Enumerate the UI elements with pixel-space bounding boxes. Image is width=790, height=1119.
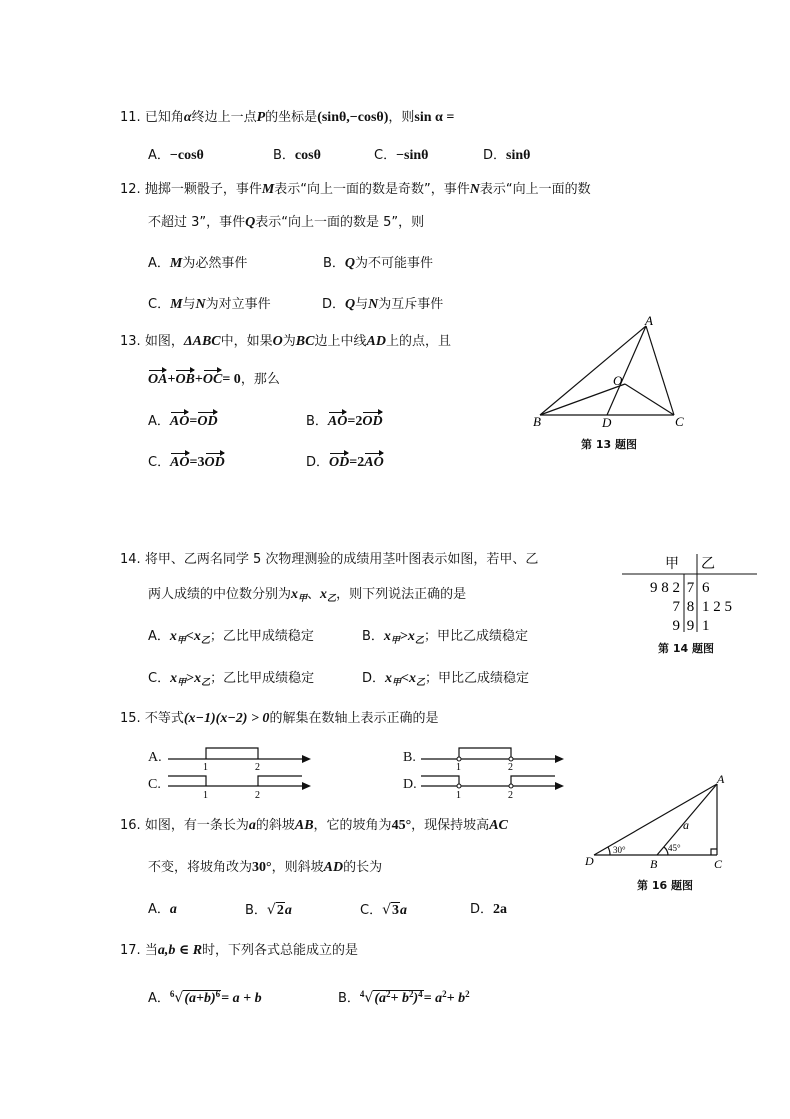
q16-option-a[interactable]: A．a [148, 902, 177, 917]
stem-row1: 7 [686, 580, 695, 596]
q13-stem-line1: 13. 如图，ΔABC中，如果O为BC边上中线AD上的点，且 [120, 334, 451, 349]
q15-option-c-numberline[interactable] [166, 772, 316, 800]
segment-oc [625, 384, 674, 415]
question-number: 11. [120, 110, 141, 125]
svg-text:2: 2 [508, 790, 513, 800]
svg-text:1: 1 [203, 762, 208, 772]
label-side-a: a [683, 818, 689, 832]
label-b: B [650, 857, 658, 871]
q17-option-a[interactable]: A．$^6√(a+b)^6= a + b$ [148, 989, 262, 1006]
q12-option-a[interactable]: A．M为必然事件 [148, 256, 248, 271]
label-a: A [645, 313, 653, 328]
q12-option-d[interactable]: D．Q与N为互斥事件 [322, 297, 444, 312]
q11-option-a[interactable]: A．−cosθ [148, 148, 204, 163]
question-number: 12. [120, 182, 141, 197]
header-yi: 乙 [701, 557, 715, 572]
svg-text:2: 2 [255, 790, 260, 800]
svg-text:1: 1 [456, 762, 461, 772]
q13-option-d[interactable]: D．OD=2AO [306, 453, 384, 473]
svg-text:2: 2 [255, 762, 260, 772]
q17-option-b[interactable]: B．$^4√(a^2+ b^2)^4= a^2+ b^2$ [338, 989, 470, 1006]
edge-ab [540, 326, 646, 415]
question-number: 16. [120, 818, 141, 833]
q14-stem-line2: 两人成绩的中位数分别为$x_甲$、$x_乙$，则下列说法正确的是 [148, 587, 467, 603]
q11-option-d[interactable]: D．sinθ [483, 148, 531, 163]
q15-option-a-label[interactable]: A. [148, 750, 162, 765]
q11-option-c[interactable]: C．−sinθ [374, 148, 429, 163]
q12-stem-line2: 不超过 3”，事件Q表示“向上一面的数是 5”，则 [148, 215, 425, 230]
label-o: O [613, 373, 623, 388]
q13-figure-caption: 第 13 题图 [581, 438, 637, 451]
q12-stem-line1: 12. 抛掷一颗骰子，事件M表示“向上一面的数是奇数”，事件N表示“向上一面的数 [120, 182, 591, 197]
label-d: D [585, 854, 594, 868]
stem-row3: 9 [686, 618, 695, 634]
leaf-left-row3: 9 [672, 618, 680, 634]
q16-option-c[interactable]: C．√3a [360, 902, 407, 918]
median-ad [607, 326, 646, 415]
leaf-right-row2: 1 2 5 [702, 599, 732, 615]
q14-option-c[interactable]: C．$x_甲>x_乙$；乙比甲成绩稳定 [148, 671, 315, 687]
q14-option-a[interactable]: A．$x_甲<x_乙$；乙比甲成绩稳定 [148, 629, 314, 645]
q15-option-b-numberline[interactable] [419, 744, 569, 772]
q16-figure-caption: 第 16 题图 [637, 879, 693, 892]
question-number: 15. [120, 711, 141, 726]
label-angle-30: 30° [613, 845, 626, 855]
q14-stem-line1: 14. 将甲、乙两名同学 5 次物理测验的成绩用茎叶图表示如图，若甲、乙 [120, 552, 539, 567]
edge-ac [646, 326, 674, 415]
right-angle-mark [711, 849, 717, 855]
q11-option-b[interactable]: B．cosθ [273, 148, 321, 163]
label-c: C [714, 857, 723, 871]
label-c: C [675, 414, 684, 429]
label-b: B [533, 414, 541, 429]
q15-stem: 15. 不等式(x−1)(x−2) > 0的解集在数轴上表示正确的是 [120, 711, 439, 726]
label-a: A [717, 772, 725, 786]
svg-text:2: 2 [508, 762, 513, 772]
svg-text:1: 1 [203, 790, 208, 800]
q16-stem-line2: 不变，将坡角改为30°，则斜坡AD的长为 [148, 860, 383, 875]
question-number: 17. [120, 943, 141, 958]
question-number: 14. [120, 552, 141, 567]
q13-option-a[interactable]: A．AO=OD [148, 412, 218, 432]
q16-option-b[interactable]: B．√2a [245, 902, 292, 918]
label-d: D [602, 415, 612, 430]
q14-figure-caption: 第 14 题图 [658, 642, 714, 655]
q15-option-c-label[interactable]: C. [148, 777, 161, 792]
label-angle-45: 45° [668, 843, 681, 853]
q13-vector-equation: OA+OB+OC= 0，那么 [148, 370, 280, 390]
q14-option-b[interactable]: B．$x_甲>x_乙$；甲比乙成绩稳定 [362, 629, 528, 645]
q12-option-c[interactable]: C．M与N为对立事件 [148, 297, 271, 312]
q12-option-b[interactable]: B．Q为不可能事件 [323, 256, 434, 271]
leaf-left-row2: 7 [672, 599, 680, 615]
leaf-left-row1: 9 8 2 [650, 580, 680, 596]
q11-stem: 11. 已知角α终边上一点P的坐标是(sinθ,−cosθ)，则sin α = [120, 110, 455, 125]
q14-stem-leaf-plot [615, 550, 765, 636]
q14-option-d[interactable]: D．$x_甲<x_乙$；甲比乙成绩稳定 [362, 671, 530, 687]
question-number: 13. [120, 334, 141, 349]
header-jia: 甲 [665, 557, 679, 572]
q13-option-b[interactable]: B．AO=2OD [306, 412, 383, 432]
q13-option-c[interactable]: C．AO=3OD [148, 453, 225, 473]
angle-arc-30 [608, 847, 610, 855]
q17-stem: 17. 当a,b ∈ R时，下列各式总能成立的是 [120, 943, 359, 958]
q15-option-d-numberline[interactable] [419, 772, 569, 800]
stem-row2: 8 [686, 599, 695, 615]
q16-slope-figure [580, 772, 730, 872]
q13-triangle-figure [528, 312, 698, 432]
svg-text:1: 1 [456, 790, 461, 800]
leaf-right-row3: 1 [702, 618, 710, 634]
q16-stem-line1: 16. 如图，有一条长为a的斜坡AB，它的坡角为45°，现保持坡高AC [120, 818, 508, 833]
segment-bo [540, 384, 625, 415]
q15-option-d-label[interactable]: D. [403, 777, 417, 792]
q15-option-b-label[interactable]: B. [403, 750, 416, 765]
q15-option-a-numberline[interactable] [166, 744, 316, 772]
leaf-right-row1: 6 [702, 580, 710, 596]
q16-option-d[interactable]: D．2a [470, 902, 508, 917]
